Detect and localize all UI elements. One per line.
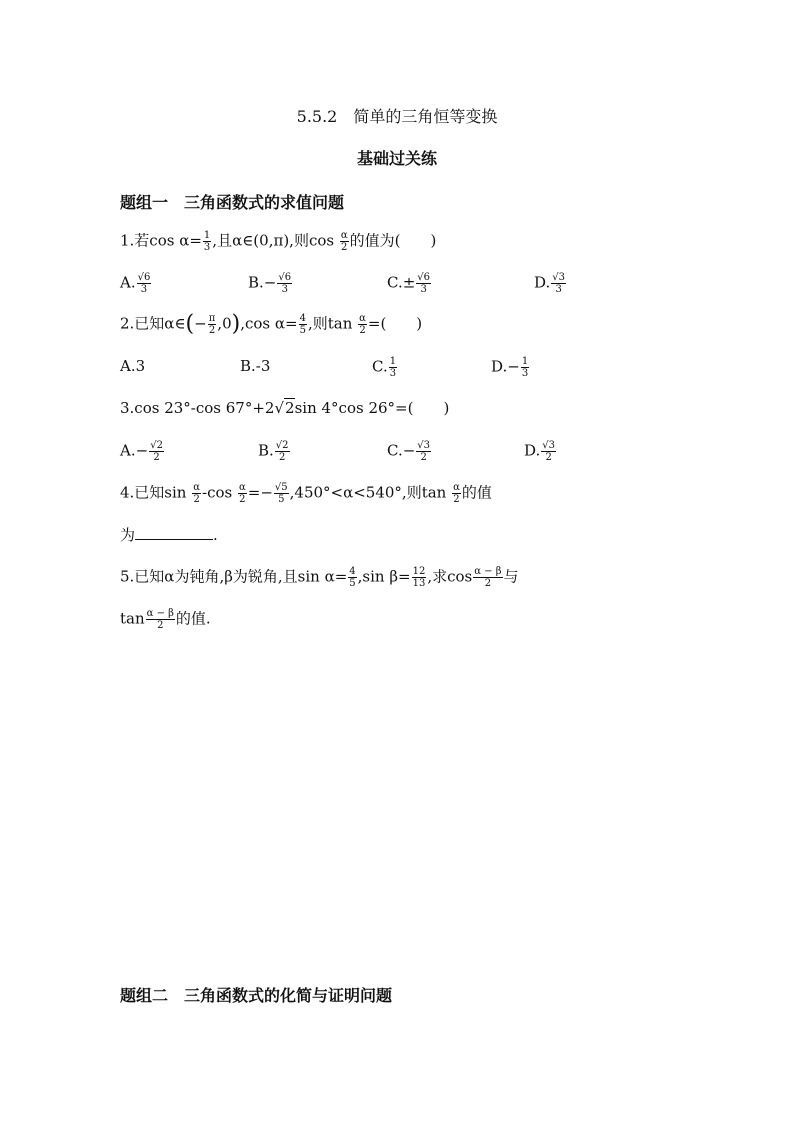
question-4: 4.已知sin $\frac{\alpha}{2}$ -cos $\frac{\alpha}{2}$ =− $\frac{√5}{5}$ ,450°<α<540°,则tan $\frac{\alpha}{2}$ 的值 <box>120 482 492 505</box>
question-5-line-2: tan $\frac{\alpha - \beta}{2}$ 的值. <box>120 608 211 631</box>
q1-option-b[interactable]: B.− $\frac{√6}{3}$ <box>248 272 292 295</box>
answer-blank[interactable] <box>135 525 213 540</box>
q1-option-a[interactable]: A. $\frac{√6}{3}$ <box>120 272 151 295</box>
question-5: 5.已知α为钝角,β为锐角,且sin α= $\frac{4}{5}$ ,sin β= $\frac{12}{13}$ ,求cos $\frac{\alpha - \beta}{2}$ 与 <box>120 566 519 589</box>
q2-option-d[interactable]: D.− $\frac{1}{3}$ <box>491 356 529 379</box>
page-subtitle: 基础过关练 <box>356 149 437 168</box>
question-1: 1.若cos α= $\frac{1}{3}$ ,且α∈(0,π),则cos $\frac{\alpha}{2}$ 的值为( ) <box>120 230 437 253</box>
question-4-answer-line: 为 . <box>120 526 218 544</box>
q3-option-a[interactable]: A.− $\frac{√2}{2}$ <box>120 440 163 463</box>
q2-option-b[interactable]: B.-3 <box>240 357 271 375</box>
q3-option-c[interactable]: C.− $\frac{√3}{2}$ <box>387 440 431 463</box>
q1-option-c[interactable]: C.± $\frac{√6}{3}$ <box>387 272 431 295</box>
fraction: $\frac{1}{3}$ <box>203 230 211 253</box>
fraction: $\frac{\alpha}{2}$ <box>340 230 348 253</box>
question-2: 2.已知α∈(− $\frac{\pi}{2}$ ,0),cos α= $\frac{4}{5}$ ,则tan $\frac{\alpha}{2}$ =( ) <box>120 311 423 337</box>
page-title: 5.5.2 简单的三角恒等变换 <box>296 107 498 126</box>
q2-option-c[interactable]: C. $\frac{1}{3}$ <box>372 356 397 379</box>
question-3: 3.cos 23°-cos 67°+2√2sin 4°cos 26°=( ) <box>120 399 450 417</box>
q3-option-b[interactable]: B. $\frac{√2}{2}$ <box>258 440 289 463</box>
q3-option-d[interactable]: D. $\frac{√3}{2}$ <box>524 440 556 463</box>
q1-option-d[interactable]: D. $\frac{√3}{3}$ <box>534 272 566 295</box>
q2-option-a[interactable]: A.3 <box>120 357 146 375</box>
group-heading-2: 题组二 三角函数式的化简与证明问题 <box>120 986 393 1005</box>
group-heading-1: 题组一 三角函数式的求值问题 <box>120 193 345 212</box>
